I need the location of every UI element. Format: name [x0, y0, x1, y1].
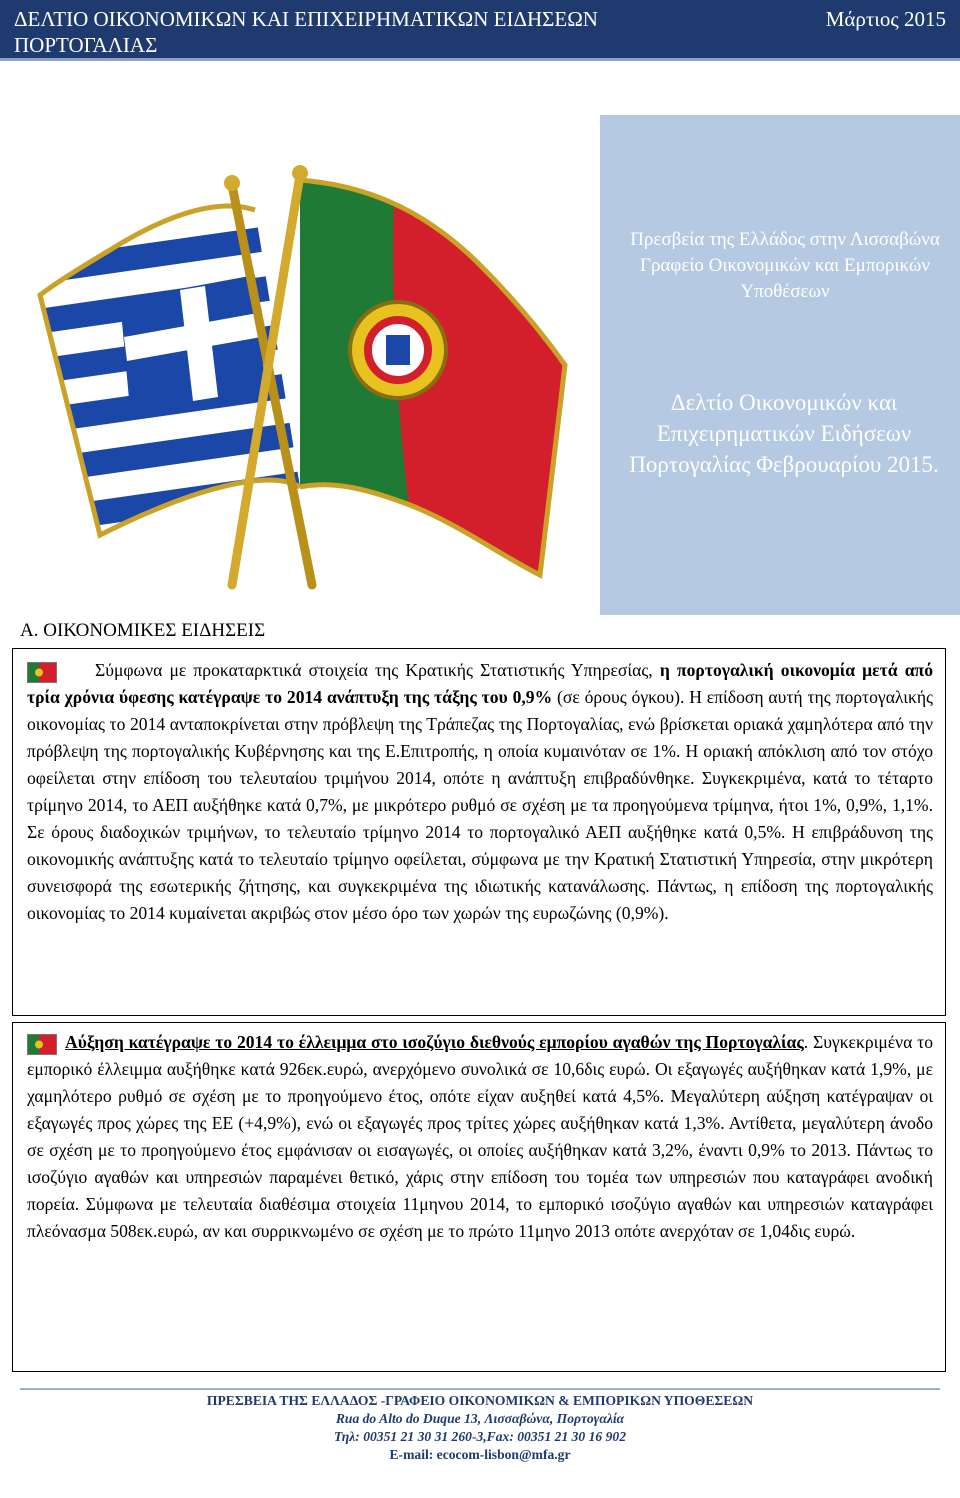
- footer-email[interactable]: E-mail: ecocom-lisbon@mfa.gr: [389, 1447, 571, 1462]
- issue-date: Μάρτιος 2015: [825, 7, 946, 31]
- news-item-trade: [12, 1022, 946, 1372]
- footer-phone: Τηλ: 00351 21 30 31 260-3,Fax: 00351 21 30 16 902: [333, 1429, 627, 1444]
- office-name: Γραφείο Οικονομικών και Εμπορικών Υποθέσεων: [639, 255, 931, 302]
- portugal-flag-icon: [27, 662, 57, 683]
- footer: [0, 1392, 960, 1464]
- item1-intro: Σύμφωνα με προκαταρκτικά στοιχεία της Κρατικής Στατιστικής Υπηρεσίας,: [95, 660, 660, 680]
- crossed-flags-image: [0, 115, 600, 615]
- embassy-side-panel: [600, 115, 960, 615]
- bulletin-cover-title: Δελτίο Οικονομικών και Επιχειρηματικών Ειδήσεων Πορτογαλίας Φεβρουαρίου 2015.: [629, 390, 939, 477]
- footer-address: Rua do Alto do Duque 13, Λισσαβώνα, Πορτογαλία: [335, 1411, 625, 1426]
- item1-body: (σε όρους όγκου). Η επίδοση αυτή της πορτογαλικής οικονομίας το 2014 ανταποκρίνεται στην πρόβλεψη της Τράπεζας της Πορτογαλίας, ενώ βρίσκεται οριακά χαμηλότερα από την πρόβλεψη της πορτογαλικής Κυβέρνησης και της Ε.Επιτροπής, η οποία κυμαινόταν σε 1%. Η οριακή απόκλιση από τον στόχο οφείλεται στην επίδοση του τελευταίου τριμήνου 2014, οπότε η ανάπτυξη επιβραδύνθηκε. Συγκεκριμένα, κατά το τέταρτο τρίμηνο 2014, το ΑΕΠ αυξήθηκε κατά 0,7%, με μικρότερο ρυθμό σε σχέση με τα προηγούμενα τρίμηνα, ήτοι 1%, 0,9%, 1,1%. Σε όρους διαδοχικών τριμήνων, το τελευταίο τρίμηνο 2014 το πορτογαλικό ΑΕΠ αυξήθηκε κατά 0,5%. Η επιβράδυνση της οικονομικής ανάπτυξης κατά το τελευταίο τρίμηνο οφείλεται, σύμφωνα με την Κρατική Στατιστική Υπηρεσία, στην μικρότερη συνεισφορά της εσωτερικής ζήτησης, και συγκεκριμένα της ιδιωτικής κατανάλωσης. Πάντως, η επίδοση της πορτογαλικής οικονομίας το 2014 κυμαίνεται ακριβώς στον μέσο όρο των χωρών της ευρωζώνης (0,9%).: [27, 687, 933, 923]
- item2-body: . Συγκεκριμένα το εμπορικό έλλειμμα αυξήθηκε κατά 926εκ.ευρώ, ανερχόμενο συνολικά σε 10,6δις ευρώ. Οι εξαγωγές αυξήθηκαν κατά 1,9%, με χαμηλότερο ρυθμό σε σχέση με το προηγούμενο έτος, οπότε είχαν αυξηθεί κατά 4,5%. Μεγαλύτερη αύξηση κατέγραψαν οι εξαγωγές προς χώρες της ΕΕ (+4,9%), ενώ οι εξαγωγές προς τρίτες χώρες αυξήθηκαν κατά 1,3%. Αντίθετα, μεγαλύτερη άνοδο σε σχέση με το προηγούμενο έτος εμφάνισαν οι εισαγωγές, οι οποίες αυξήθηκαν κατά 3,2%, έναντι 0,9% το 2013. Πάντως το ισοζύγιο αγαθών και υπηρεσιών παραμένει θετικό, χάρις στην επίδοση του τομέα των υπηρεσιών που καταγράφει ανοδική πορεία. Σύμφωνα με τελευταία διαθέσιμα στοιχεία 11μηνου 2014, το εμπορικό ισοζύγιο αγαθών και υπηρεσιών καταγράφει πλεόνασμα 508εκ.ευρώ, αν και συρρικνωμένο σε σχέση με το πρώτο 11μηνο 2013 οπότε ανερχόταν σε 1,04δις ευρώ.: [27, 1032, 933, 1241]
- embassy-office-name: [620, 227, 950, 305]
- item1-highlight: η πορτογαλική οικονομία μετά από τρία χρόνια ύφεσης κατέγραψε το 2014 ανάπτυξη της τάξης του 0,9%: [27, 660, 933, 707]
- header-bar: [0, 0, 960, 58]
- footer-org: ΠΡΕΣΒΕΙΑ ΤΗΣ ΕΛΛΑΔΟΣ -ΓΡΑΦΕΙΟ ΟΙΚΟΝΟΜΙΚΩΝ & ΕΜΠΟΡΙΚΩΝ ΥΠΟΘΕΣΕΩΝ: [206, 1393, 754, 1408]
- item2-highlight: Αύξηση κατέγραψε το 2014 το έλλειμμα στο ισοζύγιο διεθνούς εμπορίου αγαθών της Πορτογαλίας: [65, 1032, 804, 1052]
- header-divider: [0, 58, 960, 61]
- flag-image-panel: [0, 115, 602, 615]
- section-heading: Α. ΟΙΚΟΝΟΜΙΚΕΣ ΕΙΔΗΣΕΙΣ: [20, 620, 266, 641]
- portugal-flag-icon: [27, 1034, 57, 1055]
- embassy-name: Πρεσβεία της Ελλάδος στην Λισσαβώνα: [630, 229, 940, 250]
- bulletin-header-title: ΔΕΛΤΙΟ ΟΙΚΟΝΟΜΙΚΩΝ ΚΑΙ ΕΠΙΧΕΙΡΗΜΑΤΙΚΩΝ ΕΙΔΗΣΕΩΝ ΠΟΡΤΟΓΑΛΙΑΣ: [14, 7, 598, 57]
- cover-section: [0, 115, 960, 615]
- news-item-gdp-text: [27, 657, 933, 927]
- news-item-trade-text: [27, 1029, 933, 1245]
- news-item-gdp: [12, 648, 946, 1016]
- footer-divider: [20, 1388, 940, 1390]
